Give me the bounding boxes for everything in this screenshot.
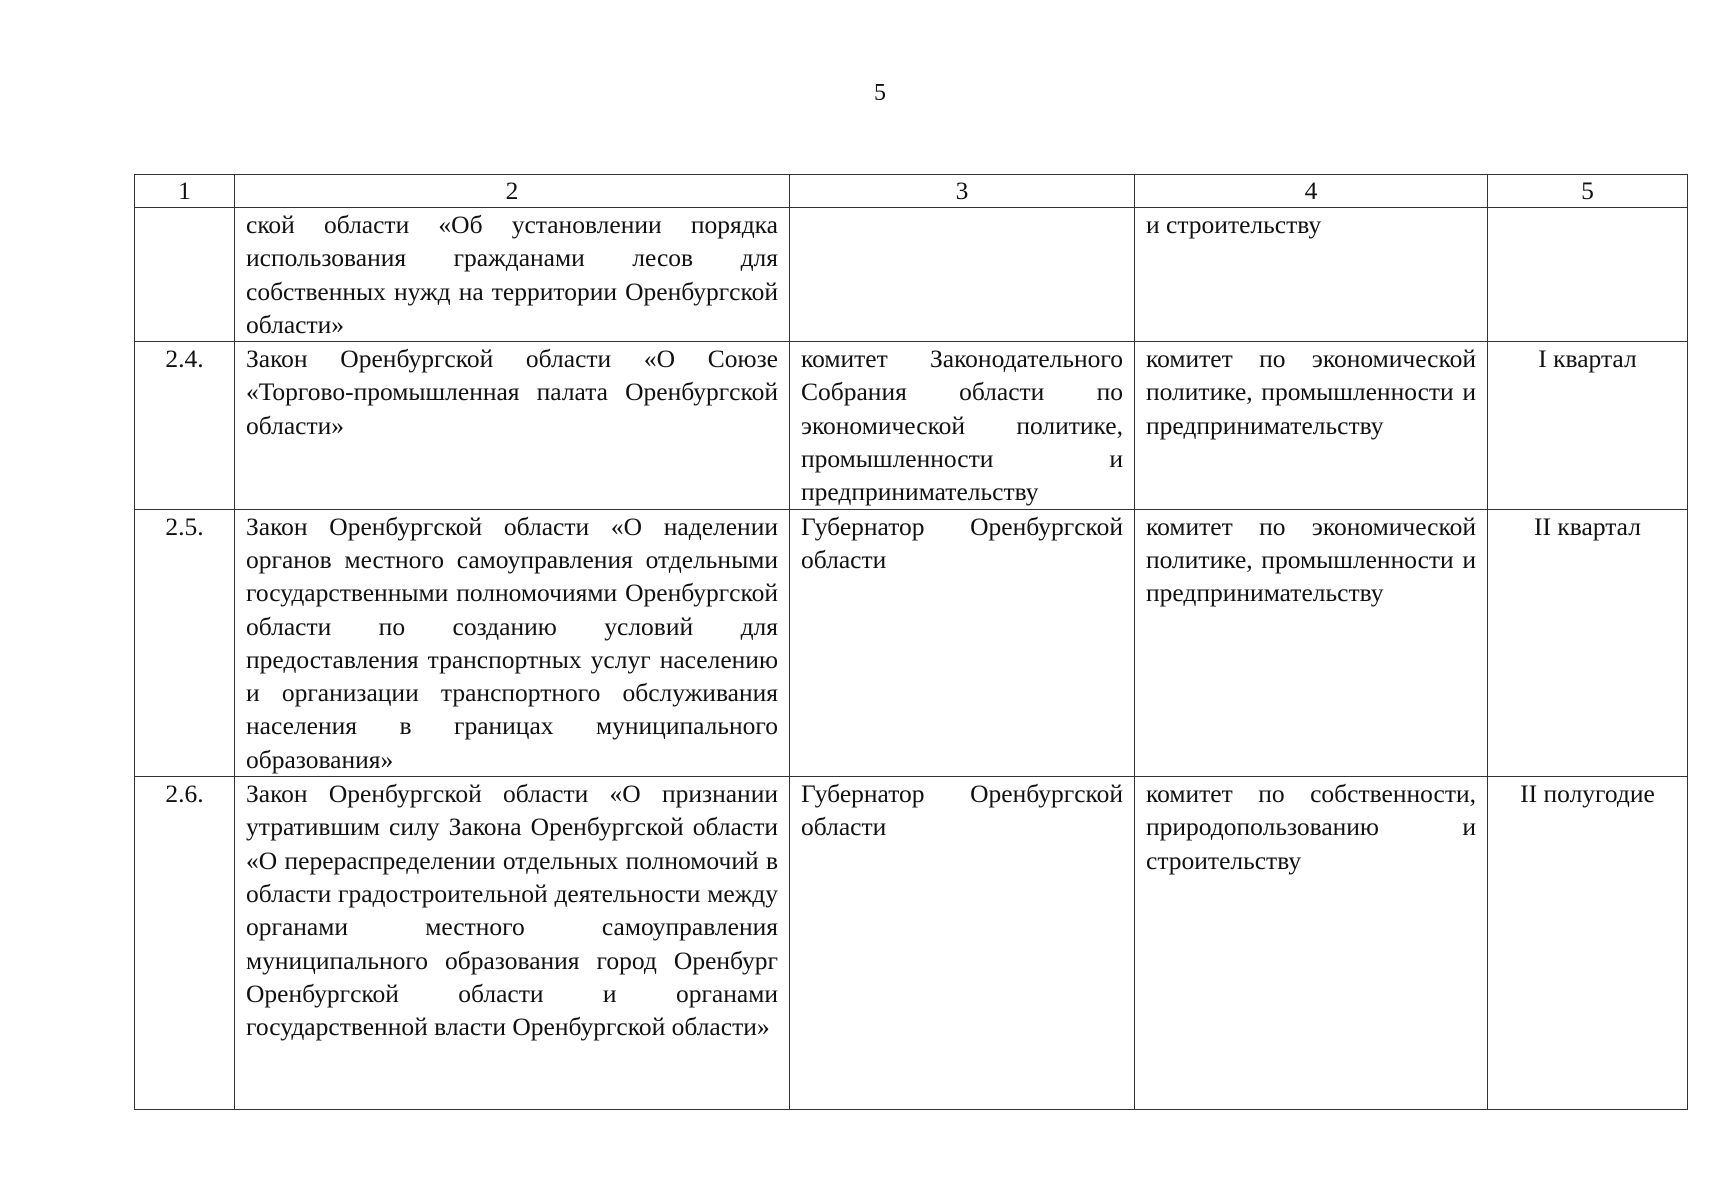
column-header-2: 2 <box>235 175 790 208</box>
legislative-plan-table <box>134 174 1688 1110</box>
law-title: Закон Оренбургской области «О Союзе «Торгово-промышленная палата Оренбургской области» <box>235 342 790 509</box>
table-row <box>135 777 1688 1110</box>
column-header-5: 5 <box>1488 175 1688 208</box>
law-title: Закон Оренбургской области «О признании утратившим силу Закона Оренбургской области «О перераспределении отдельных полномочий в области градостроительной деятельности между органами местного самоуправления муниципального образования город Оренбург Оренбургской области и органами государственной власти Оренбургской области» <box>235 777 790 1110</box>
deadline: I квартал <box>1488 342 1688 509</box>
responsible-committee: комитет по экономической политике, промышленности и предпринимательству <box>1135 509 1488 776</box>
column-number-row <box>135 175 1688 208</box>
table-row <box>135 509 1688 776</box>
responsible-committee: комитет по собственности, природопользованию и строительству <box>1135 777 1488 1110</box>
item-number <box>135 208 235 342</box>
deadline: II квартал <box>1488 509 1688 776</box>
table-row <box>135 208 1688 342</box>
column-header-1: 1 <box>135 175 235 208</box>
item-number: 2.6. <box>135 777 235 1110</box>
page-number: 5 <box>874 80 886 106</box>
deadline: II полугодие <box>1488 777 1688 1110</box>
item-number: 2.4. <box>135 342 235 509</box>
table-row <box>135 342 1688 509</box>
initiator: Губернатор Оренбургской области <box>790 777 1135 1110</box>
column-header-3: 3 <box>790 175 1135 208</box>
responsible-committee: и строительству <box>1135 208 1488 342</box>
responsible-committee: комитет по экономической политике, промышленности и предпринимательству <box>1135 342 1488 509</box>
initiator <box>790 208 1135 342</box>
deadline <box>1488 208 1688 342</box>
column-header-4: 4 <box>1135 175 1488 208</box>
law-title: ской области «Об установлении порядка использования гражданами лесов для собственных нужд на территории Оренбургской области» <box>235 208 790 342</box>
initiator: Губернатор Оренбургской области <box>790 509 1135 776</box>
initiator: комитет Законодательного Собрания области по экономической политике, промышленности и предпринимательству <box>790 342 1135 509</box>
law-title: Закон Оренбургской области «О наделении органов местного самоуправления отдельными государственными полномочиями Оренбургской области по созданию условий для предоставления транспортных услуг населению и организации транспортного обслуживания населения в границах муниципального образования» <box>235 509 790 776</box>
item-number: 2.5. <box>135 509 235 776</box>
